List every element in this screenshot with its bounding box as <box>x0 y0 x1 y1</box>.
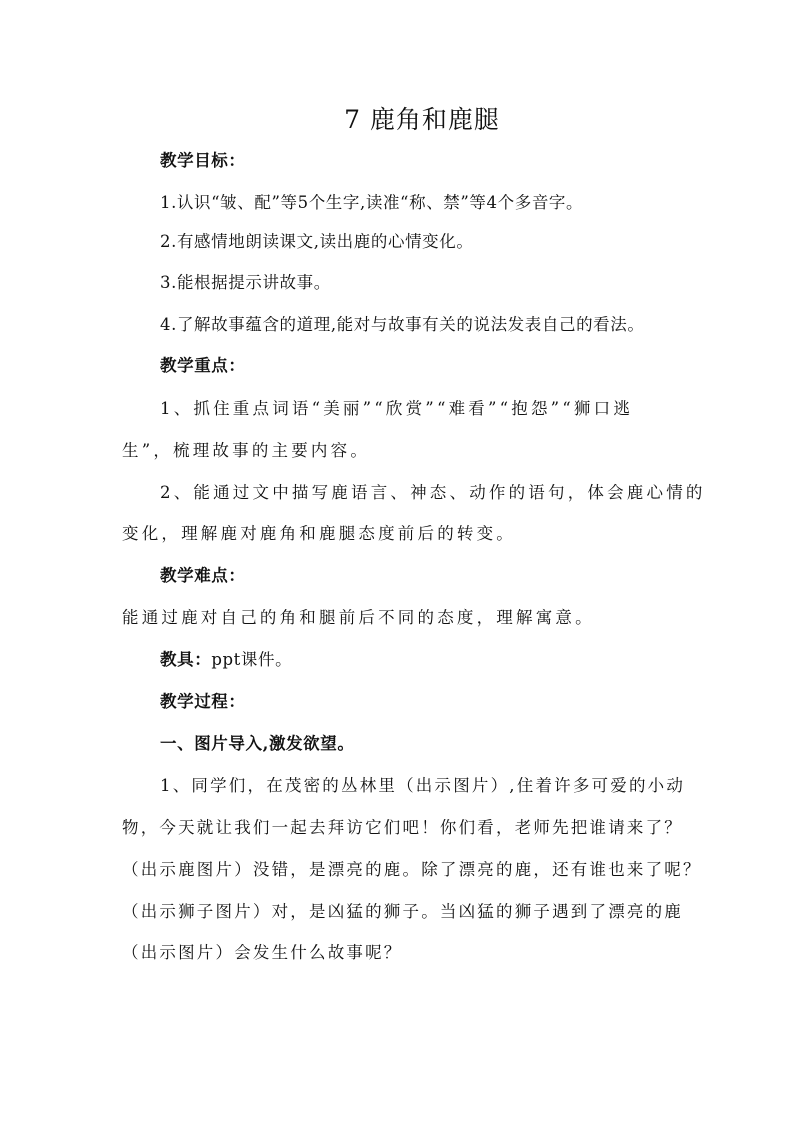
goals-heading: 教学目标： <box>160 151 246 170</box>
difficulty-heading: 教学难点： <box>160 566 246 585</box>
lesson-title: 7 鹿角和鹿腿 <box>344 105 500 134</box>
difficulty-text: 能通过鹿对自己的角和腿前后不同的态度，理解寓意。 <box>122 608 595 627</box>
goal-item-1: 1.认识“皱、配”等5个生字,读准“称、禁”等4个多音字。 <box>160 193 584 212</box>
key-point-2-line-1: 2、能通过文中描写鹿语言、神态、动作的语句，体会鹿心情的 <box>160 483 706 502</box>
section-1-line-2: 物，今天就让我们一起去拜访它们吧！你们看，老师先把谁请来了？ <box>122 818 683 837</box>
section-1-line-4: （出示狮子图片）对，是凶猛的狮子。当凶猛的狮子遇到了漂亮的鹿 <box>122 902 683 921</box>
key-point-1-line-2: 生”，梳理故事的主要内容。 <box>122 441 371 460</box>
key-point-1-line-1: 1、抓住重点词语“美丽”“欣赏”“难看”“抱怨”“狮口逃 <box>160 399 634 418</box>
tools-label: 教具： <box>160 650 212 669</box>
goal-item-4: 4.了解故事蕴含的道理,能对与故事有关的说法发表自己的看法。 <box>160 315 645 334</box>
tools-value: ppt课件。 <box>211 650 293 669</box>
section-1-line-1: 1、同学们，在茂密的丛林里（出示图片）,住着许多可爱的小动 <box>160 776 686 795</box>
tools-line <box>160 649 292 671</box>
key-point-2-line-2: 变化，理解鹿对鹿角和鹿腿态度前后的转变。 <box>122 524 516 543</box>
key-points-heading: 教学重点： <box>160 356 246 375</box>
section-1-heading: 一、图片导入,激发欲望。 <box>160 734 355 753</box>
goal-item-3: 3.能根据提示讲故事。 <box>160 273 331 292</box>
goal-item-2: 2.有感情地朗读课文,读出鹿的心情变化。 <box>160 232 474 251</box>
section-1-line-3: （出示鹿图片）没错，是漂亮的鹿。除了漂亮的鹿，还有谁也来了呢？ <box>122 860 702 879</box>
process-heading: 教学过程： <box>160 692 246 711</box>
section-1-line-5: （出示图片）会发生什么故事呢？ <box>122 943 403 962</box>
